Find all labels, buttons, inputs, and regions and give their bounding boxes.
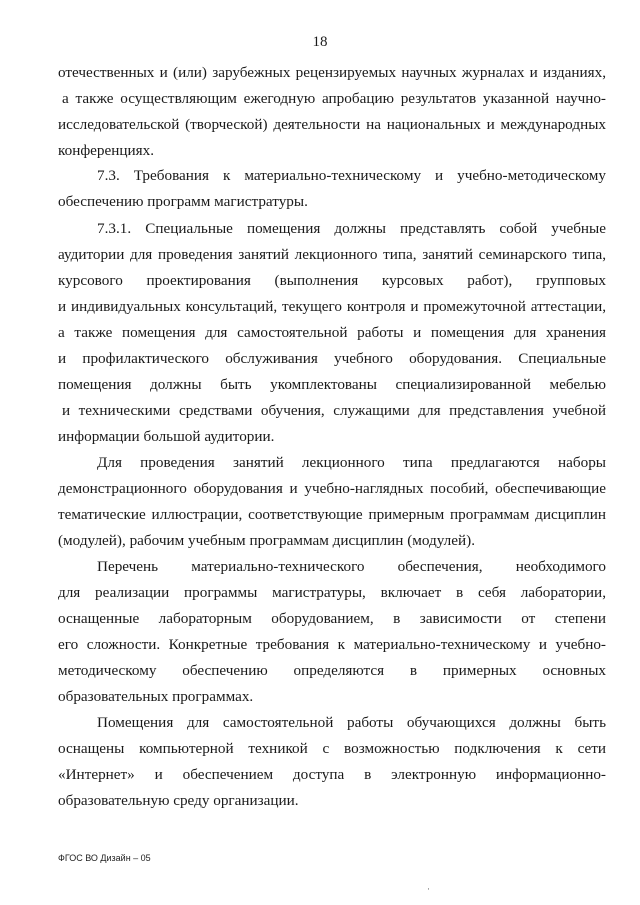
text-line: помещения должны быть укомплектованы специализированной мебелью: [58, 376, 606, 393]
text-line: его сложности. Конкретные требования к материально-техническому и учебно-: [58, 636, 606, 653]
text-line: Для проведения занятий лекционного типа предлагаются наборы: [97, 454, 606, 471]
text-line: Помещения для самостоятельной работы обучающихся должны быть: [97, 714, 606, 731]
text-line: аудитории для проведения занятий лекционного типа, занятий семинарского типа,: [58, 246, 606, 263]
text-line: оснащены компьютерной техникой с возможностью подключения к сети: [58, 740, 606, 757]
text-line: методическому обеспечению определяются в примерных основных: [58, 662, 606, 679]
text-line: а также осуществляющим ежегодную апробацию результатов указанной научно-: [62, 90, 606, 107]
text-line: а также помещения для самостоятельной работы и помещения для хранения: [58, 324, 606, 341]
text-line: оснащенные лабораторным оборудованием, в зависимости от степени: [58, 610, 606, 627]
section-heading-line: обеспечению программ магистратуры.: [58, 193, 308, 210]
text-line: (модулей), рабочим учебным программам дисциплин (модулей).: [58, 532, 475, 549]
scan-speck: ·: [427, 884, 430, 894]
text-line: образовательную среду организации.: [58, 792, 299, 809]
text-line: тематические иллюстрации, соответствующие примерным программам дисциплин: [58, 506, 606, 523]
text-line: «Интернет» и обеспечением доступа в электронную информационно-: [58, 766, 606, 783]
text-line: образовательных программах.: [58, 688, 254, 705]
text-line: информации большой аудитории.: [58, 428, 275, 445]
text-line: исследовательской (творческой) деятельности на национальных и международных: [58, 116, 606, 133]
text-line: Перечень материально-технического обеспечения, необходимого: [97, 558, 606, 575]
text-line: демонстрационного оборудования и учебно-наглядных пособий, обеспечивающие: [58, 480, 606, 497]
text-line: отечественных и (или) зарубежных рецензируемых научных журналах и изданиях,: [58, 64, 606, 81]
text-line: и техническими средствами обучения, служащими для представления учебной: [62, 402, 606, 419]
page-footer: ФГОС ВО Дизайн – 05: [58, 853, 151, 863]
text-line: и профилактического обслуживания учебного оборудования. Специальные: [58, 350, 606, 367]
text-line: конференциях.: [58, 142, 155, 159]
text-line: курсового проектирования (выполнения курсовых работ), групповых: [58, 272, 606, 289]
text-line: и индивидуальных консультаций, текущего контроля и промежуточной аттестации,: [58, 298, 606, 315]
section-heading-line: 7.3. Требования к материально-техническому и учебно-методическому: [97, 167, 606, 184]
text-line: 7.3.1. Специальные помещения должны представлять собой учебные: [97, 220, 606, 237]
page-number: 18: [312, 34, 328, 50]
text-line: для реализации программы магистратуры, включает в себя лаборатории,: [58, 584, 606, 601]
